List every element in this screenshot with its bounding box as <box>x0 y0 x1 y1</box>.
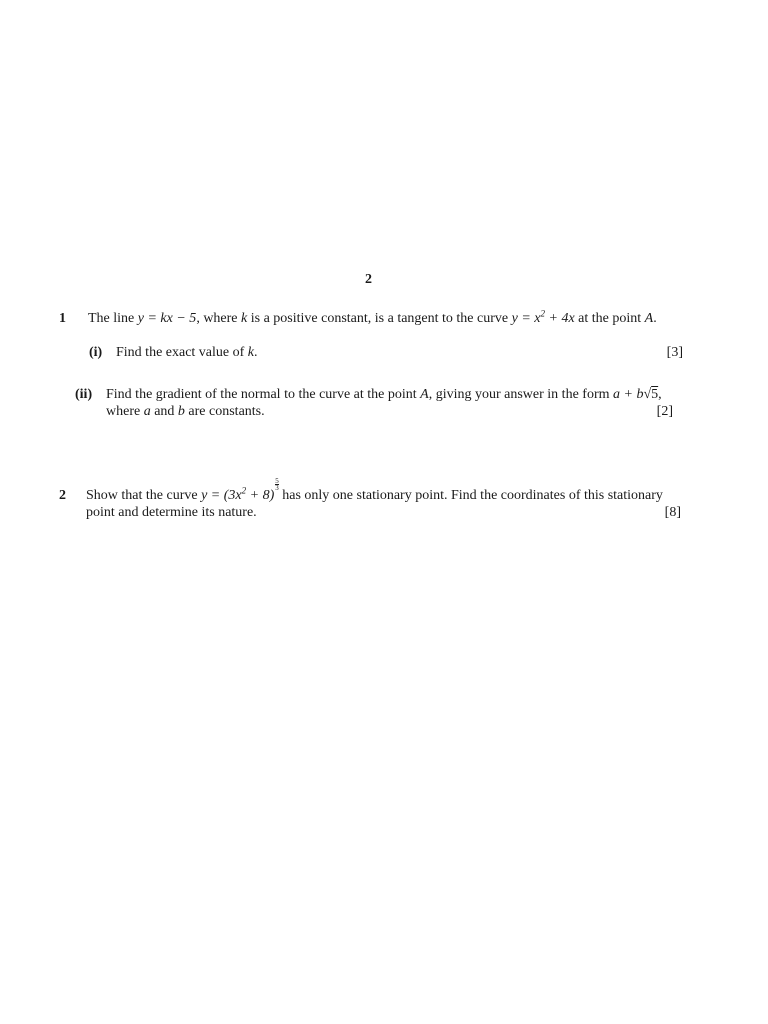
q1-constant-k: k <box>241 311 248 326</box>
q2-marks: [8] <box>664 505 681 520</box>
q2-fraction-exponent: $\frac{5}{3}$ <box>275 477 279 492</box>
question-1-stem: The line y = kx − 5, where k is a positive constant, is a tangent to the curve $y = x^2 + 4x$ at the point A. <box>88 308 657 326</box>
q1-part-ii-marks: [2] <box>656 404 673 419</box>
q1-text: at the point <box>574 311 645 326</box>
q2-curve-equation: $y = (3x^2 + 8)$ <box>201 485 275 503</box>
q1-part-i-marks: [3] <box>666 345 683 360</box>
q1-part-ii-label: (ii) <box>75 387 93 402</box>
q1-part-i-label: (i) <box>89 345 103 360</box>
question-2-line2: point and determine its nature. <box>86 505 257 520</box>
q1-text: The line <box>88 311 138 326</box>
q1-part-i-text: Find the exact value of k. <box>116 345 258 360</box>
question-1-number: 1 <box>59 311 66 326</box>
question-2-number: 2 <box>59 488 66 503</box>
q1-line-equation: y = kx − 5 <box>137 311 197 326</box>
q1-curve-equation: $y = x^2 + 4x$ <box>511 308 575 326</box>
page-number: 2 <box>365 272 372 287</box>
q1-text: , where <box>196 311 242 326</box>
q1-text: is a positive constant, is a tangent to the curve <box>247 311 512 326</box>
question-2-line1: Show that the curve $y = (3x^2 + 8)$ $\frac{5}{3}$ has only one stationary point. Find the coordinates of this stationary <box>86 477 663 503</box>
q1-part-ii-line2: where a and b are constants. <box>106 404 265 419</box>
q1-part-ii-line1: Find the gradient of the normal to the curve at the point A, giving your answer in the form a + b√5, <box>106 387 662 402</box>
q1-point-a: A <box>644 311 654 326</box>
